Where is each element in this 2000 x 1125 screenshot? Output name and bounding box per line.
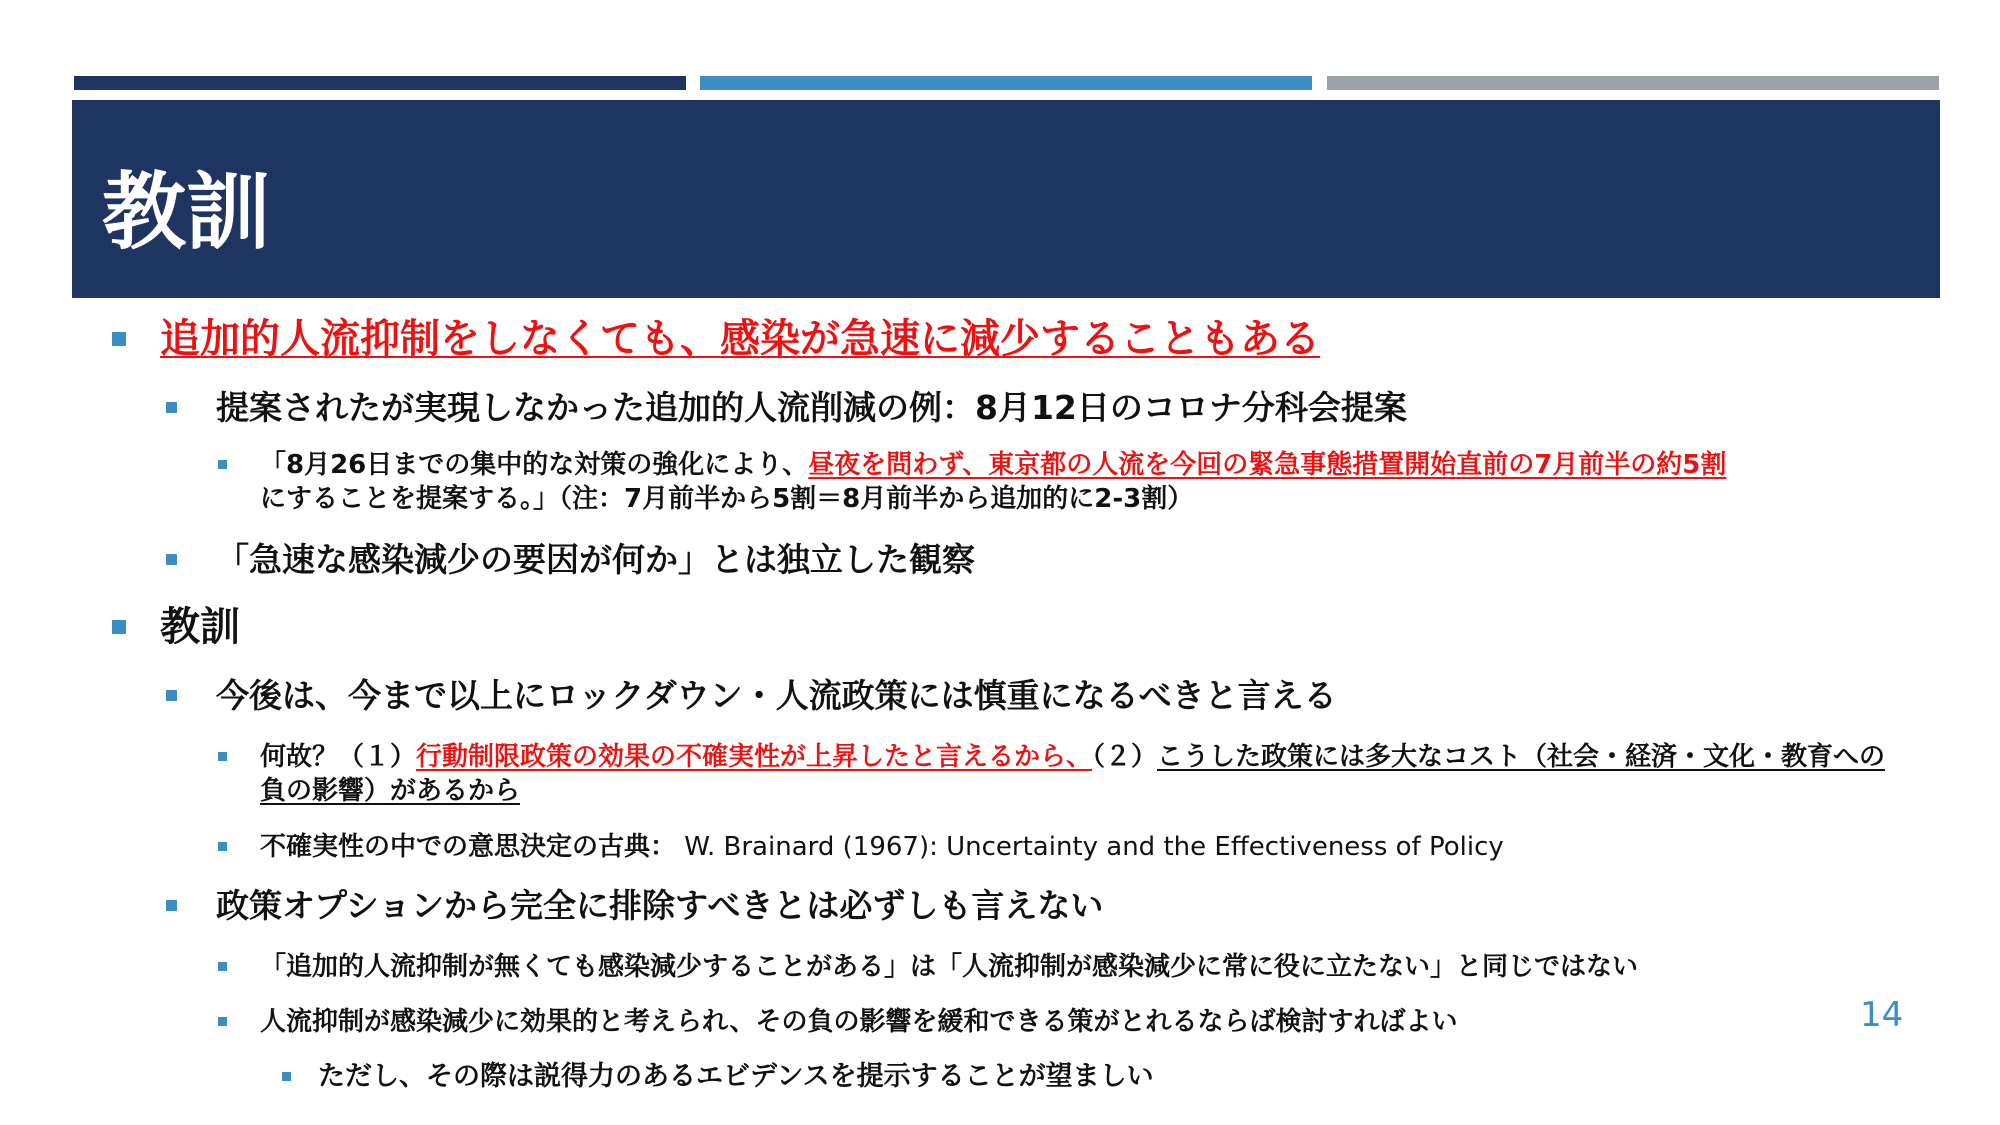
bullet-text: 政策オプションから完全に排除すべきとは必ずしも言えない bbox=[216, 886, 1104, 925]
bullet-text bbox=[260, 830, 1504, 864]
quote-part-1: 「8月26日までの集中的な対策の強化により、 bbox=[260, 450, 809, 480]
top-bar-gray bbox=[1327, 76, 1939, 90]
bullet-text: 「追加的人流抑制が無くても感染減少することがある」は「人流抑制が感染減少に常に役に立たない」と同じではない bbox=[260, 952, 1639, 982]
bullet-square-icon bbox=[112, 620, 126, 634]
reason-1: 行動制限政策の効果の不確実性が上昇したと言えるから、 bbox=[416, 742, 1093, 772]
bullet-square-icon bbox=[218, 460, 227, 469]
bullet-text bbox=[260, 740, 1900, 808]
reason-label-1: 何故？（１） bbox=[260, 742, 417, 772]
bullet-square-icon bbox=[218, 962, 227, 971]
bullet-text: 追加的人流抑制をしなくても、感染が急速に減少することもある bbox=[160, 316, 1320, 362]
top-bar-blue bbox=[700, 76, 1312, 90]
top-bar-navy bbox=[74, 76, 686, 90]
bullet-square-icon bbox=[282, 1072, 291, 1081]
page-number: 14 bbox=[1860, 995, 1904, 1035]
bullet-text: 教訓 bbox=[160, 604, 240, 650]
bullet-text: 人流抑制が感染減少に効果的と考えられ、その負の影響を緩和できる策がとれるならば検討すればよい bbox=[260, 1007, 1458, 1037]
bullet-text bbox=[260, 448, 1910, 516]
bullet-square-icon bbox=[166, 690, 177, 701]
title-banner bbox=[72, 100, 1940, 298]
quote-highlight: 昼夜を問わず、東京都の人流を今回の緊急事態措置開始直前の7月前半の約5割 bbox=[808, 450, 1727, 480]
quote-part-2: にすることを提案する。」（注：7月前半から5割＝8月前半から追加的に2-3割） bbox=[260, 484, 1194, 514]
reason-2: こうした政策には多大なコスト（社会・経済・文化・教育への負の影響）があるから bbox=[260, 742, 1886, 806]
bullet-square-icon bbox=[166, 402, 177, 413]
bullet-text: 提案されたが実現しなかった追加的人流削減の例：8月12日のコロナ分科会提案 bbox=[216, 388, 1407, 427]
slide-title: 教訓 bbox=[102, 163, 271, 261]
bullet-square-icon bbox=[112, 332, 126, 346]
bullet-square-icon bbox=[166, 554, 177, 565]
reference-label: 不確実性の中での意思決定の古典： bbox=[260, 832, 677, 862]
bullet-text: 「急速な感染減少の要因が何か」とは独立した観察 bbox=[216, 540, 975, 579]
bullet-text: ただし、その際は説得力のあるエビデンスを提示することが望ましい bbox=[318, 1061, 1154, 1092]
bullet-square-icon bbox=[218, 1017, 227, 1026]
bullet-square-icon bbox=[166, 900, 177, 911]
bullet-text: 今後は、今まで以上にロックダウン・人流政策には慎重になるべきと言える bbox=[216, 676, 1337, 715]
bullet-square-icon bbox=[218, 842, 227, 851]
bullet-square-icon bbox=[218, 752, 227, 761]
reference-citation: W. Brainard (1967): Uncertainty and the Effectiveness of Policy bbox=[676, 832, 1504, 862]
reason-label-2: （２） bbox=[1092, 742, 1158, 772]
